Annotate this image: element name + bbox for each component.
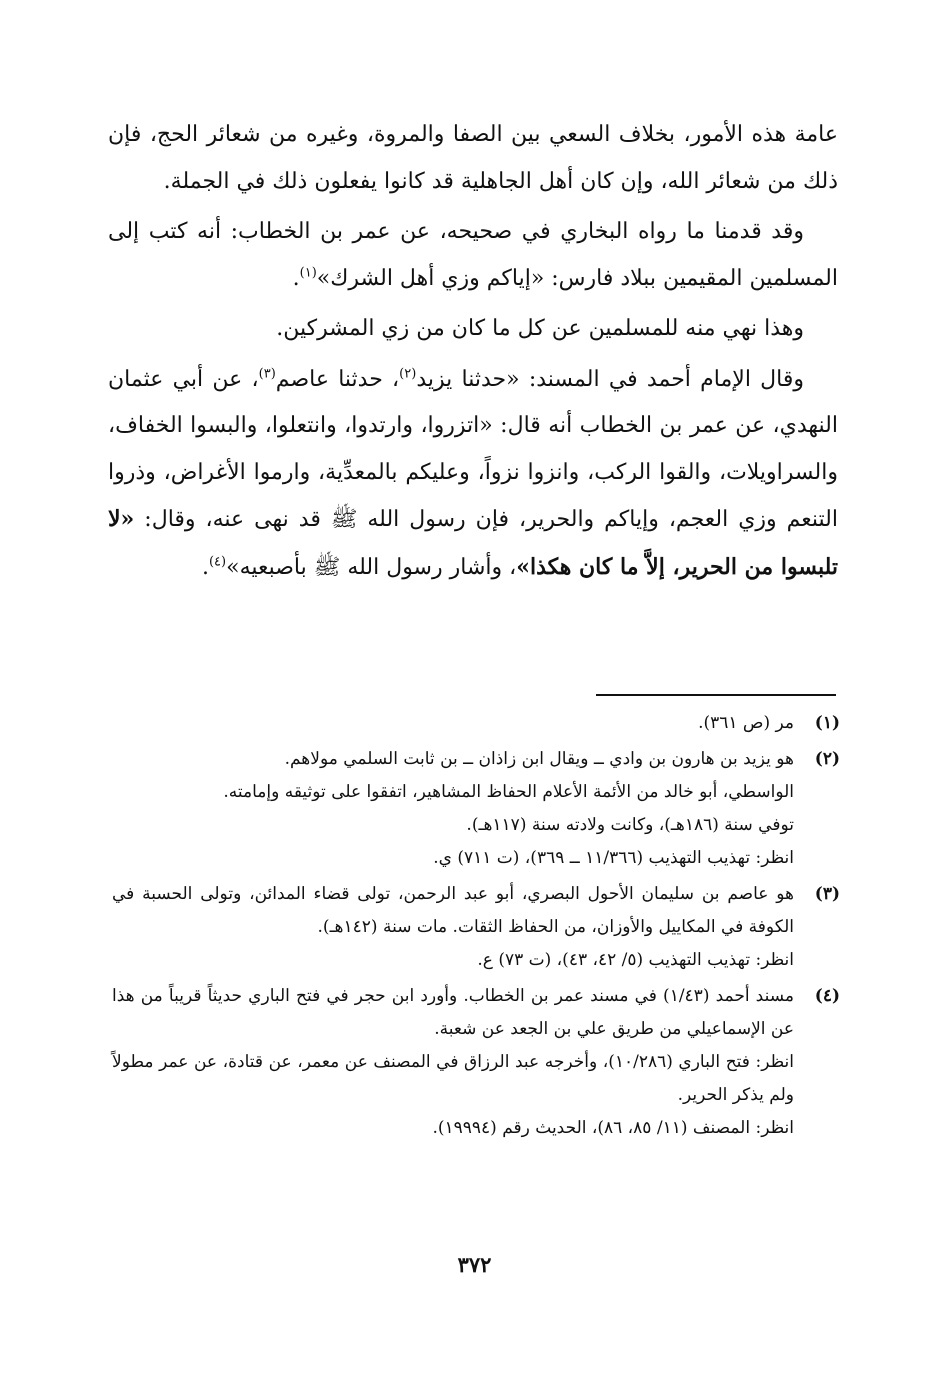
footnote-ref-4: (٤) — [208, 554, 227, 570]
footnote-number: (٣) — [814, 884, 840, 904]
paragraph-4-part-b: ، حدثنا عاصم — [275, 366, 400, 392]
footnote-line: انظر: فتح الباري (١٠/٢٨٦)، وأخرجه عبد الرزاق في المصنف عن معمر، عن قتادة، عن عمر مطولاً ولم يذكر الحرير. — [112, 1052, 794, 1105]
main-text — [108, 112, 838, 595]
footnote-line: انظر: تهذيب التهذيب (١١/٣٦٦ ــ ٣٦٩)، (ت ٧١١) ي. — [433, 848, 794, 868]
footnote-body — [112, 707, 794, 740]
footnote-1 — [112, 707, 840, 740]
paragraph-3: وهذا نهي منه للمسلمين عن كل ما كان من زي المشركين. — [276, 316, 804, 341]
footnote-line: الواسطي، أبو خالد من الأئمة الأعلام الحفاظ المشاهير، اتفقوا على توثيقه وإمامته. — [223, 782, 794, 802]
footnote-body — [112, 743, 794, 875]
footnote-number: (٢) — [814, 749, 840, 769]
paragraph-1: عامة هذه الأمور، بخلاف السعي بين الصفا والمروة، وغيره من شعائر الحج، فإن ذلك من شعائر الله، وإن كان أهل الجاهلية قد كانوا يفعلون ذلك في الجملة. — [108, 122, 838, 194]
footnote-ref-2: (٢) — [399, 366, 417, 382]
footnote-line: هو يزيد بن هارون بن وادي ــ ويقال ابن زاذان ــ بن ثابت السلمي مولاهم. — [284, 749, 794, 769]
hadith-quote: «لا تلبسوا من الحرير، إلاَّ ما كان هكذا» — [108, 506, 838, 580]
paragraph-2-text: وقد قدمنا ما رواه البخاري في صحيحه، عن عمر بن الخطاب: أنه كتب إلى المسلمين المقيمين ببلاد فارس: «إياكم وزي أهل الشرك» — [108, 219, 838, 291]
paragraph-4-part-a: وقال الإمام أحمد في المسند: «حدثنا يزيد — [416, 366, 805, 392]
footnote-line: انظر: المصنف (١١/ ٨٥، ٨٦)، الحديث رقم (١٩٩٩٤). — [432, 1118, 794, 1138]
paragraph-2: وقد قدمنا ما رواه البخاري في صحيحه، عن عمر بن الخطاب: أنه كتب إلى المسلمين المقيمين ببلاد فارس: «إياكم وزي أهل الشرك»$^{(١)}$. — [108, 219, 838, 291]
footnote-2 — [112, 743, 840, 875]
footnote-separator — [596, 694, 836, 696]
footnote-line: مر (ص ٣٦١). — [698, 713, 794, 733]
footnote-body — [112, 878, 794, 977]
footnote-line: مسند أحمد (١/٤٣) في مسند عمر بن الخطاب. وأورد ابن حجر في فتح الباري حديثاً قريباً من هذا عن الإسماعيلي من طريق علي بن الجعد عن شعبة. — [112, 986, 795, 1039]
paragraph-4-part-c: ، عن أبي عثمان النهدي، عن عمر بن الخطاب أنه قال: «اتزروا، وارتدوا، وانتعلوا، والبسوا الخفاف، والسراويلات، والقوا الركب، وانزوا نزواً، وعليكم بالمعدِّية، وارموا الأغراض، وذروا التنعم وزي العجم، وإياكم والحرير، فإن رسول الله ﷺ قد نهى عنه، وقال: — [108, 366, 839, 532]
footnotes — [112, 707, 840, 1148]
footnote-ref-1: (١) — [299, 265, 317, 281]
page-number: ٣٧٢ — [457, 1252, 492, 1277]
paragraph-4: وقال الإمام أحمد في المسند: «حدثنا يزيد$^{(٢)}$، حدثنا عاصم$^{(٣)}$، عن أبي عثمان النهدي، عن عمر بن الخطاب أنه قال: «اتزروا، وارتدوا، وانتعلوا، والبسوا الخفاف، والسراويلات، والقوا الركب، وانزوا نزواً، وعليكم بالمعدِّية، وارموا الأغراض، وذروا التنعم وزي العجم، وإياكم والحرير، فإن رسول الله ﷺ قد نهى عنه، وقال: «لا تلبسوا من الحرير، إلاَّ ما كان هكذا»، وأشار رسول الله ﷺ بأصبعيه»$^{(٤)}$. — [108, 366, 839, 580]
paragraph-4-part-d: ، وأشار رسول الله ﷺ بأصبعيه» — [226, 554, 517, 580]
footnote-3 — [112, 878, 840, 977]
footnote-number: (١) — [814, 713, 840, 733]
footnote-number: (٤) — [814, 986, 840, 1006]
footnote-line: انظر: تهذيب التهذيب (٥/ ٤٢، ٤٣)، (ت ٧٣) ع. — [477, 950, 794, 970]
footnote-line: هو عاصم بن سليمان الأحول البصري، أبو عبد الرحمن، تولى قضاء المدائن، وتولى الحسبة في الكوفة في المكاييل والأوزان، من الحفاظ الثقات. مات سنة (١٤٢هـ). — [112, 884, 794, 937]
footnote-4 — [112, 980, 840, 1145]
footnote-line: توفي سنة (١٨٦هـ)، وكانت ولادته سنة (١١٧هـ). — [466, 815, 794, 835]
footnote-body — [112, 980, 794, 1145]
footnote-ref-3: (٣) — [258, 366, 276, 382]
